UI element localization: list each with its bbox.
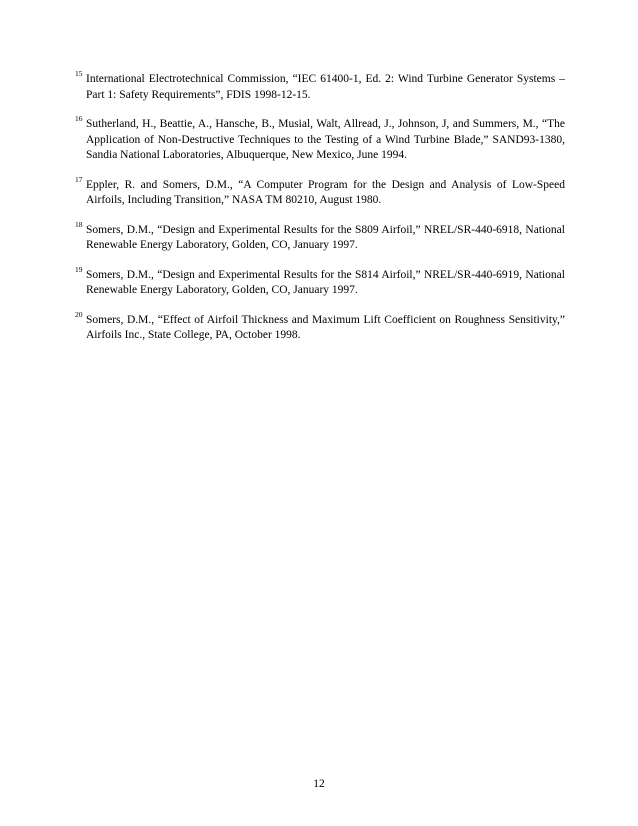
reference-text-line: Renewable Energy Laboratory, Golden, CO, January 1997.: [86, 284, 358, 296]
reference-text-line: Somers, D.M., “Design and Experimental Results for the S809 Airfoil,” NREL/SR-440-6918, National: [86, 223, 565, 236]
reference-number: 20: [75, 309, 83, 319]
reference-text-line: Somers, D.M., “Design and Experimental Results for the S814 Airfoil,” NREL/SR-440-6919, National: [86, 268, 565, 281]
reference-item: [75, 174, 565, 209]
page-number: 12: [313, 778, 325, 790]
reference-text-line: Application of Non-Destructive Techniques to the Testing of a Wind Turbine Blade,” SAND93-1380,: [86, 133, 565, 146]
reference-text-line: Airfoils Inc., State College, PA, October 1998.: [86, 329, 301, 341]
reference-item: [75, 219, 565, 254]
reference-text-line: Airfoils, Including Transition,” NASA TM 80210, August 1980.: [86, 194, 382, 206]
reference-number: 17: [75, 174, 83, 184]
reference-item: [75, 114, 565, 164]
reference-number: 15: [75, 69, 83, 78]
reference-number: 19: [75, 264, 83, 274]
reference-text-line: Sandia National Laboratories, Albuquerque, New Mexico, June 1994.: [86, 149, 407, 161]
reference-item: [75, 264, 565, 299]
reference-text-line: International Electrotechnical Commission, “IEC 61400-1, Ed. 2: Wind Turbine Generator Systems –: [86, 73, 565, 85]
reference-list: [75, 69, 565, 358]
reference-number: 18: [75, 219, 83, 229]
reference-text-line: Eppler, R. and Somers, D.M., “A Computer Program for the Design and Analysis of Low-Speed: [86, 178, 565, 191]
reference-item: [75, 69, 565, 103]
reference-text-line: Sutherland, H., Beattie, A., Hansche, B., Musial, Walt, Allread, J., Johnson, J, and Summers, M., “The: [86, 118, 565, 130]
reference-number: 16: [75, 114, 83, 123]
reference-text-line: Part 1: Safety Requirements”, FDIS 1998-12-15.: [86, 88, 311, 101]
reference-text-line: Renewable Energy Laboratory, Golden, CO, January 1997.: [86, 239, 358, 251]
reference-text-line: Somers, D.M., “Effect of Airfoil Thickness and Maximum Lift Coefficient on Roughness Sensitivity,”: [86, 313, 565, 326]
reference-item: [75, 309, 565, 344]
